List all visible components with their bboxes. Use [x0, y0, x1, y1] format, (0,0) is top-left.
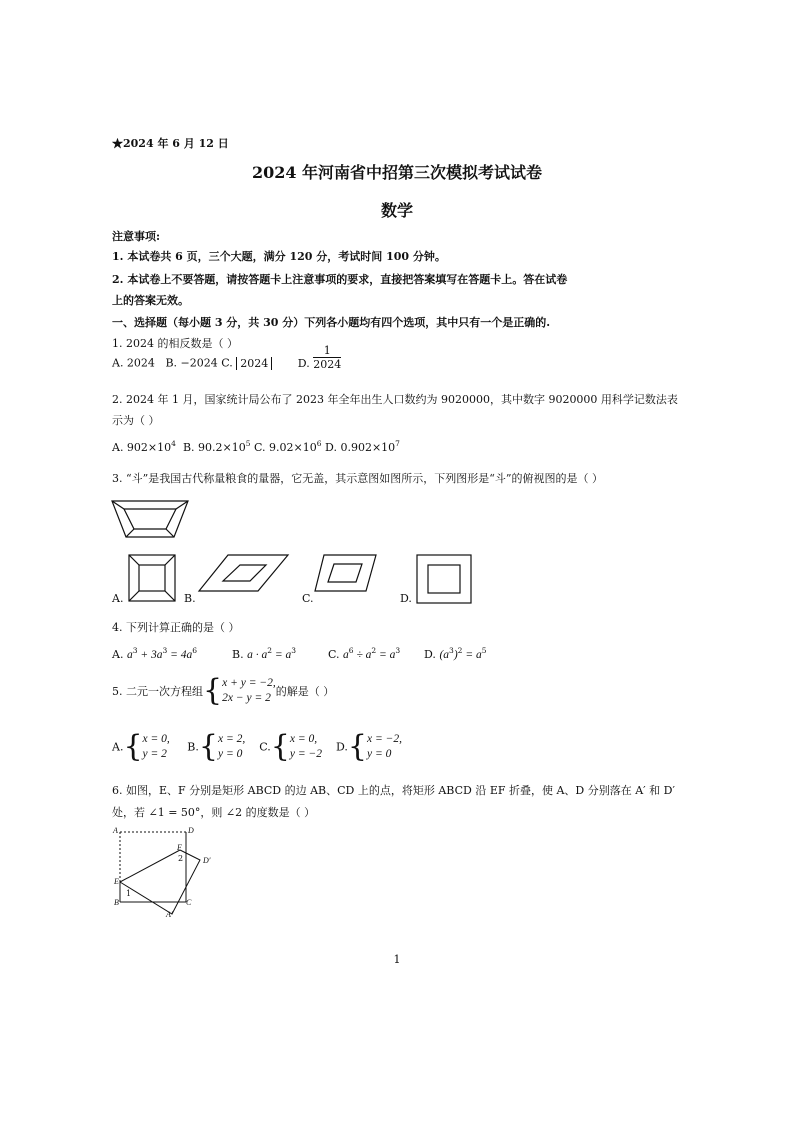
q4-c-exp2: 2: [371, 646, 377, 655]
q2-option-c: C. 9.02×10: [254, 441, 317, 454]
notice-item-2-line2: 上的答案无效。: [112, 294, 189, 307]
q5-d-line1: x = −2,: [367, 733, 402, 745]
q3-option-d-figure: [416, 554, 472, 604]
q1-option-d-label: D.: [297, 356, 310, 370]
exam-date: ★2024 年 6 月 12 日: [112, 137, 229, 150]
q4-b-term2: = a: [272, 649, 292, 661]
q5-stem-pre: 5. 二元一次方程组: [112, 685, 203, 698]
fig-label-d-prime: D′: [203, 856, 211, 865]
q5-c-label: C.: [259, 740, 271, 754]
fold-line-ef: [120, 850, 180, 882]
fig-label-e: E: [114, 877, 119, 886]
q1-d-numerator: 1: [313, 344, 341, 358]
q3-option-a-label: A.: [112, 592, 124, 605]
q4-stem: 4. 下列计算正确的是（ ）: [112, 621, 240, 634]
q5-stem: [112, 673, 335, 708]
q4-a-term2: + 3a: [137, 649, 163, 661]
fig-label-a-prime: A′: [166, 910, 173, 919]
q4-b-label: B.: [232, 648, 244, 661]
q5-d-brace: {: [347, 729, 367, 764]
q3-option-b-figure: [198, 554, 290, 592]
fig-label-a: A: [113, 826, 118, 835]
q4-d-label: D.: [424, 648, 436, 661]
q3-option-d-label: D.: [400, 592, 412, 605]
q4-option-b: [232, 648, 296, 661]
q5-c-brace: {: [270, 729, 290, 764]
q4-c-term3: = a: [376, 649, 396, 661]
q5-eq1: x + y = −2,: [222, 677, 276, 689]
q5-options: [112, 729, 402, 764]
q3-option-a-figure: [128, 554, 176, 602]
q5-option-c: [290, 732, 322, 762]
q4-d-term1: (a: [439, 649, 450, 661]
q2-stem-line1: 2. 2024 年 1 月，国家统计局公布了 2023 年全年出生人口数约为 9020000，其中数字 9020000 用科学记数法表: [112, 393, 678, 406]
q4-a-exp3: 6: [192, 646, 198, 655]
q4-a-term3: = 4a: [167, 649, 193, 661]
q5-d-line2: y = 0: [367, 748, 392, 760]
notice-heading: 注意事项:: [112, 230, 161, 243]
q5-a-label: A.: [112, 740, 124, 754]
q2-d-exponent: 7: [395, 439, 400, 448]
q4-d-exp3: 5: [481, 646, 487, 655]
q5-d-label: D.: [335, 740, 348, 754]
q1-option-b: B. −2024: [165, 356, 218, 370]
vessel-inner-edge: [124, 509, 176, 529]
page-number: 1: [393, 953, 401, 966]
q1-options: [112, 344, 342, 371]
section-1-heading: 一、选择题（每小题 3 分，共 30 分）下列各小题均有四个选项，其中只有一个是正确的.: [112, 316, 551, 329]
exam-title: 2024 年河南省中招第三次模拟考试试卷: [251, 163, 543, 182]
q5-option-d: [367, 732, 402, 762]
q2-stem-line2: 示为（ ）: [112, 414, 160, 427]
q5-eq2: 2x − y = 2: [222, 692, 271, 704]
q5-c-line2: y = −2: [289, 748, 322, 760]
q2-c-exponent: 6: [316, 439, 322, 448]
fig-label-angle-1: 1: [126, 889, 132, 898]
q4-b-exp1: 2: [267, 646, 272, 655]
q4-a-term1: a: [126, 649, 133, 661]
q4-a-exp1: 3: [132, 646, 138, 655]
q3-option-b-label: B.: [184, 592, 196, 605]
q1-option-a: A. 2024: [112, 356, 155, 370]
q4-option-d: [424, 648, 486, 661]
q4-c-term2: ÷ a: [353, 649, 372, 661]
q4-b-term1: a · a: [247, 649, 268, 661]
notice-item-1: 1. 本试卷共 6 页，三个大题，满分 120 分，考试时间 100 分钟。: [112, 250, 446, 263]
q3-option-c-figure: [314, 554, 378, 592]
fig-label-b: B: [114, 898, 119, 907]
q4-d-exp2: 2: [457, 646, 463, 655]
q6-fold-figure: [110, 824, 220, 924]
q5-b-label: B.: [187, 740, 199, 754]
q1-option-c-value: 2024: [236, 357, 272, 370]
fig-label-c: C: [186, 898, 192, 907]
q5-a-line2: y = 2: [142, 748, 167, 760]
q5-system: [222, 676, 276, 706]
vessel-outer-edge: [112, 501, 188, 537]
q4-c-label: C.: [328, 648, 340, 661]
q4-option-a: [112, 648, 197, 661]
q4-c-term1: a: [343, 649, 349, 661]
q2-option-b: B. 90.2×10: [182, 441, 246, 454]
q3-option-c-label: C.: [302, 592, 314, 605]
q5-c-line1: x = 0,: [289, 733, 318, 745]
q2-a-exponent: 4: [171, 439, 176, 448]
q4-d-term2: ): [453, 649, 458, 661]
q4-d-exp1: 3: [449, 646, 454, 655]
q4-a-label: A.: [112, 648, 124, 661]
q5-stem-post: 的解是（ ）: [275, 685, 335, 698]
q1-stem: 1. 2024 的相反数是（ ）: [112, 337, 238, 350]
notice-item-2-line1: 2. 本试卷上不要答题，请按答题卡上注意事项的要求，直接把答案填写在答题卡上。答在试卷: [112, 273, 568, 286]
q2-option-a: A. 902×10: [112, 441, 172, 454]
q2-options: [112, 441, 400, 454]
q1-option-d-fraction: [313, 344, 341, 371]
q6-stem-line1: 6. 如图，E、F 分别是矩形 ABCD 的边 AB、CD 上的点，将矩形 ABCD 沿 EF 折叠，使 A、D 分别落在 A′ 和 D′: [112, 784, 675, 797]
q5-b-line1: x = 2,: [217, 733, 246, 745]
q1-option-c-label: C.: [221, 356, 233, 370]
dou-vessel-figure: [110, 495, 190, 545]
q5-option-b: [218, 732, 245, 762]
q2-option-d: D. 0.902×10: [325, 441, 396, 454]
subject-title: 数学: [380, 201, 413, 220]
q1-d-denominator: 2024: [313, 358, 342, 371]
q5-a-brace: {: [123, 729, 143, 764]
q5-option-a: [143, 732, 170, 762]
fig-label-f: F: [177, 843, 182, 852]
q5-system-brace: {: [203, 673, 223, 708]
q4-a-exp2: 3: [162, 646, 168, 655]
q4-d-term3: = a: [462, 649, 482, 661]
q5-b-brace: {: [198, 729, 218, 764]
q4-option-c: [328, 648, 400, 661]
q3-stem: 3. “斗”是我国古代称量粮食的量器，它无盖，其示意图如图所示，下列图形是“斗”的俯视图的是（ ）: [112, 472, 603, 485]
fig-label-d: D: [188, 826, 194, 835]
q6-stem-line2: 处，若 ∠1 = 50°，则 ∠2 的度数是（ ）: [112, 806, 316, 819]
q4-c-exp3: 3: [395, 646, 401, 655]
q2-b-exponent: 5: [245, 439, 251, 448]
q5-b-line2: y = 0: [217, 748, 243, 760]
q4-c-exp1: 6: [348, 646, 354, 655]
q4-b-exp2: 3: [291, 646, 297, 655]
q5-a-line1: x = 0,: [142, 733, 170, 745]
fig-label-angle-2: 2: [178, 854, 184, 863]
